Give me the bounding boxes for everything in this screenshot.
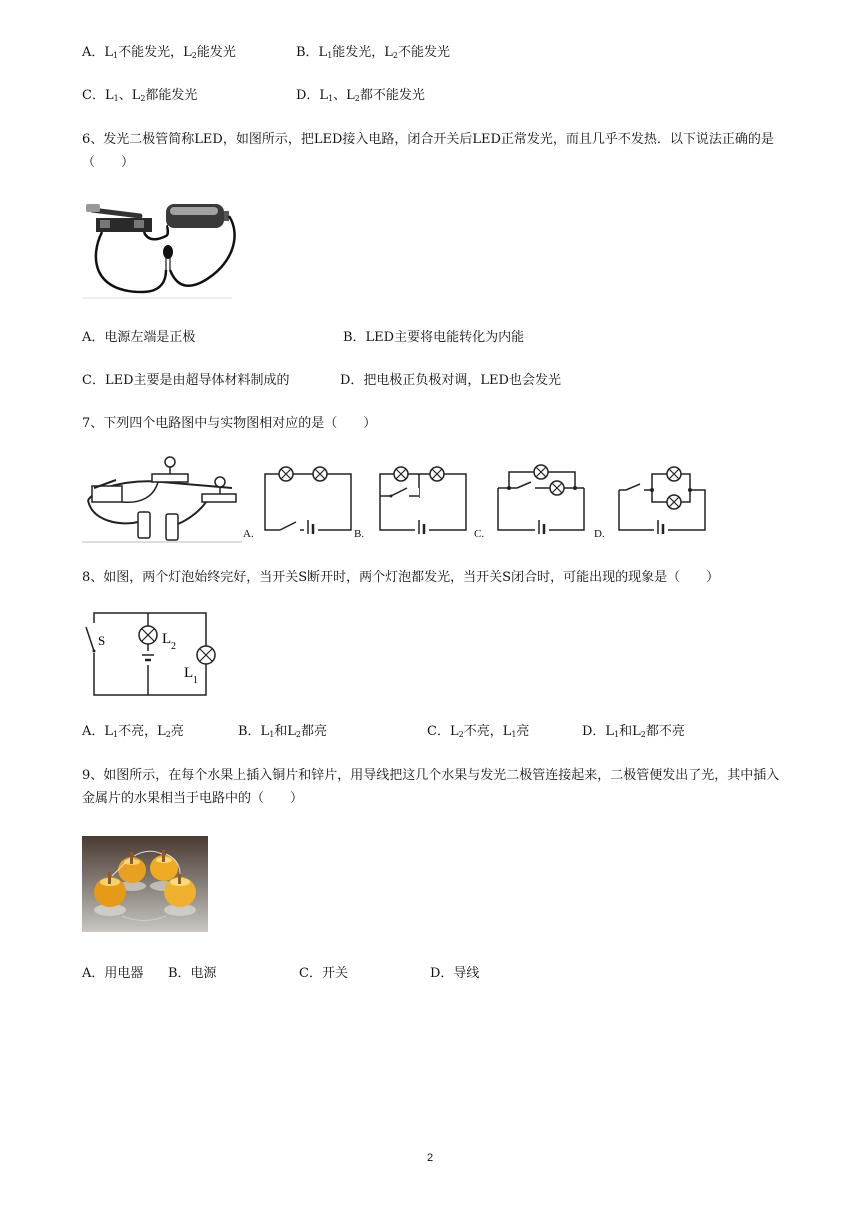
q8-stem: 8、如图，两个灯泡始终完好，当开关S断开时，两个灯泡都发光，当开关S闭合时，可能出现的现象是（ ） [82,570,720,585]
q5-option-d: D．$L_1$、$L_2$都不能发光 [296,88,425,103]
page-number: 2 [426,1152,434,1164]
q7-circuit-a [262,462,356,534]
q7-label-c: C. [474,528,485,540]
q8-option-a: A．$L_1$不亮，$L_2$亮 [82,724,184,739]
q9-option-a: A．用电器 [82,966,144,981]
q8-option-d: D．$L_1$和$L_2$都不亮 [582,724,685,739]
q5-option-a: A．$L_1$不能发光，$L_2$能发光 [82,45,236,60]
q8-fig-label-l2-sub: 2 [171,641,176,652]
q6-option-d: D．把电极正负极对调，LED也会发光 [340,373,561,388]
q7-circuit-b [377,462,471,534]
q8-circuit-diagram [82,605,222,701]
q7-circuit-d [616,462,710,534]
q7-stem: 7、下列四个电路图中与实物图相对应的是（ ） [82,416,377,431]
q8-fig-label-l2: L [162,631,172,647]
q8-fig-label-s: S [98,633,106,648]
q5-option-c: C．$L_1$、$L_2$都能发光 [82,88,198,103]
q7-label-b: B. [354,528,365,540]
q7-physical-circuit [82,452,242,544]
q6-option-a: A．电源左端是正极 [82,330,196,345]
q6-option-b: B．LED主要将电能转化为内能 [343,330,525,345]
q6-option-c: C．LED主要是由超导体材料制成的 [82,373,290,388]
q8-option-b: B．$L_1$和$L_2$都亮 [238,724,328,739]
q8-fig-label-l1-sub: 1 [193,675,198,686]
q9-option-c: C．开关 [299,966,348,981]
q5-option-b: B．$L_1$能发光，$L_2$不能发光 [296,45,451,60]
q7-label-a: A. [243,528,254,540]
q7-label-d: D. [594,528,605,540]
q6-led-circuit-photo [82,196,242,300]
q9-fruit-battery-photo [82,836,208,932]
q8-option-c: C．$L_2$不亮，$L_1$亮 [427,724,530,739]
q9-option-b: B．电源 [168,966,217,981]
q9-option-d: D．导线 [430,966,480,981]
q6-stem: 6、发光二极管简称LED，如图所示，把LED接入电路，闭合开关后LED正常发光，而且几乎不发热．以下说法正确的是（ ） [82,132,774,170]
q7-circuit-c [495,462,589,534]
q9-stem: 9、如图所示，在每个水果上插入铜片和锌片，用导线把这几个水果与发光二极管连接起来，二极管便发出了光，其中插入金属片的水果相当于电路中的（ ） [82,768,780,806]
q8-fig-label-l1: L [184,665,194,681]
